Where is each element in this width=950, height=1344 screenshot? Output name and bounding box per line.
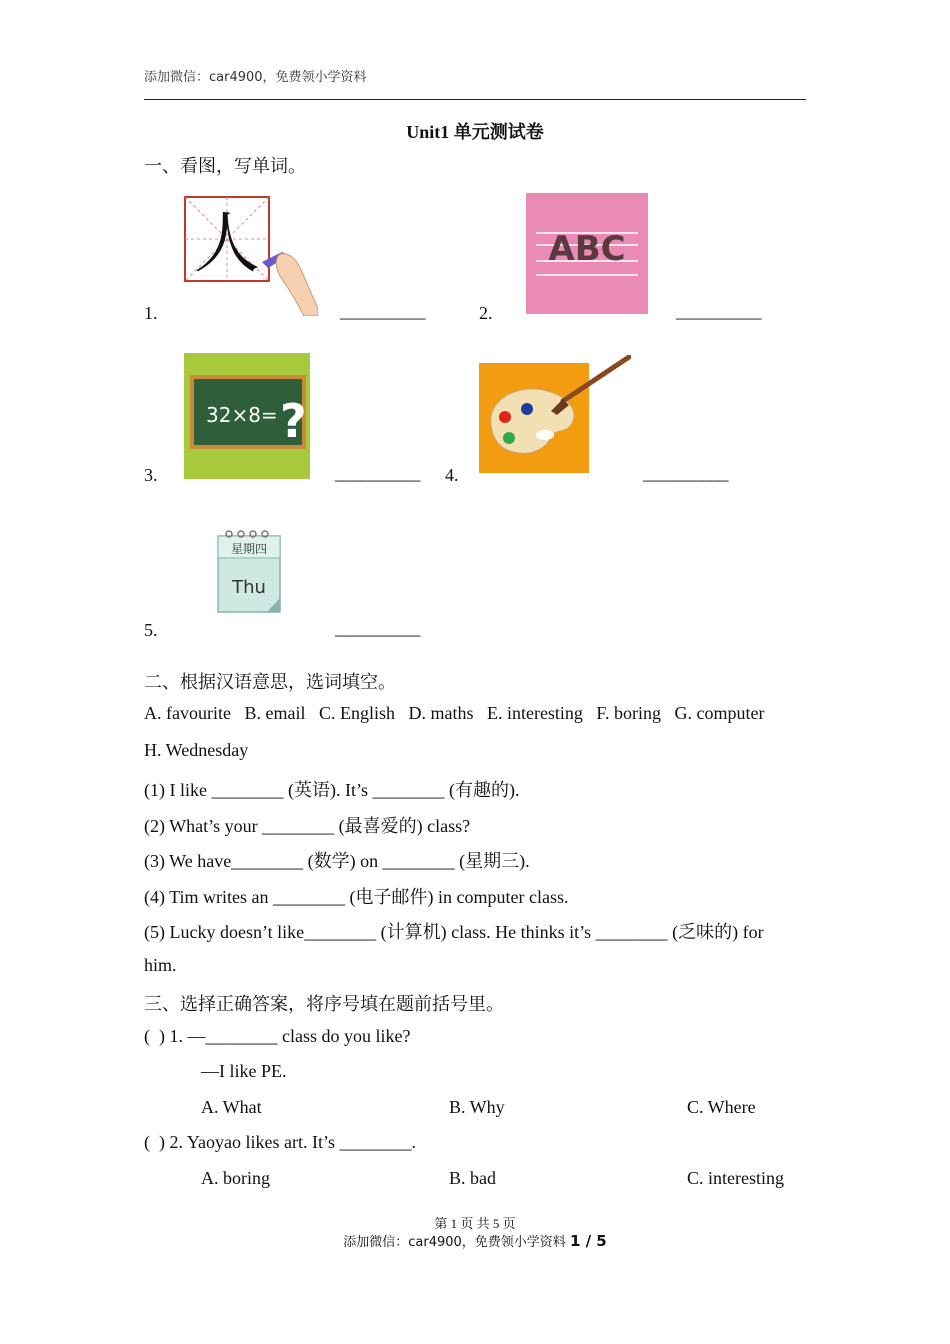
calendar-top-text: 星期四 bbox=[230, 542, 268, 556]
item5-number: 5. bbox=[144, 620, 158, 640]
header-rule bbox=[144, 99, 806, 100]
question-2-5: (5) Lucky doesn’t like________ (计算机) class. He thinks it’s ________ (乏味的) for bbox=[144, 922, 764, 942]
question-2-1: (1) I like ________ (英语). It’s ________ (有趣的). bbox=[144, 780, 520, 800]
item1-number: 1. bbox=[144, 303, 158, 323]
chinese-char: 人 bbox=[194, 205, 260, 282]
question-3-2-option-b: B. bad bbox=[449, 1168, 496, 1188]
item5-blank: __________ bbox=[335, 618, 420, 638]
calendar-day-text: Thu bbox=[232, 577, 266, 598]
footer-page-number: 1 / 5 bbox=[569, 1232, 607, 1250]
section3-heading: 三、选择正确答案，将序号填在题前括号里。 bbox=[144, 994, 504, 1014]
question-3-2-option-c: C. interesting bbox=[687, 1168, 784, 1188]
footer-watermark bbox=[0, 1231, 950, 1250]
question-3-1-reply: —I like PE. bbox=[201, 1061, 287, 1081]
item4-number: 4. bbox=[445, 465, 459, 485]
writing-character-image bbox=[184, 196, 318, 316]
footer-watermark-text: 添加微信：car4900，免费领小学资料 bbox=[343, 1235, 566, 1250]
page-title: Unit1 单元测试卷 bbox=[406, 122, 544, 142]
question-3-1-option-c: C. Where bbox=[687, 1097, 756, 1117]
abc-image bbox=[526, 193, 648, 314]
item3-number: 3. bbox=[144, 465, 158, 485]
word-options-line2: H. Wednesday bbox=[144, 740, 249, 760]
abc-text: ABC bbox=[548, 229, 626, 269]
math-question-mark: ? bbox=[280, 394, 307, 448]
item2-number: 2. bbox=[479, 303, 493, 323]
item3-blank: __________ bbox=[335, 463, 420, 483]
page-counter: 第 1 页 共 5 页 bbox=[434, 1216, 516, 1231]
calendar-image bbox=[217, 530, 281, 614]
math-text: 32×8= bbox=[206, 403, 278, 427]
question-3-1-option-b: B. Why bbox=[449, 1097, 505, 1117]
question-3-1-option-a: A. What bbox=[201, 1097, 262, 1117]
section2-heading: 二、根据汉语意思，选词填空。 bbox=[144, 672, 396, 692]
art-palette-image bbox=[479, 355, 631, 475]
item2-blank: __________ bbox=[676, 301, 761, 321]
word-options-line1: A. favourite B. email C. English D. maths E. interesting F. boring G. computer bbox=[144, 703, 765, 723]
item1-blank: __________ bbox=[340, 301, 425, 321]
question-2-2: (2) What’s your ________ (最喜爱的) class? bbox=[144, 816, 471, 836]
question-2-4: (4) Tim writes an ________ (电子邮件) in computer class. bbox=[144, 887, 569, 907]
math-board-image bbox=[184, 353, 310, 479]
question-3-2-stem: ( ) 2. Yaoyao likes art. It’s ________. bbox=[144, 1132, 416, 1152]
question-2-5-cont: him. bbox=[144, 955, 177, 975]
question-3-2-option-a: A. boring bbox=[201, 1168, 270, 1188]
item4-blank: __________ bbox=[643, 463, 728, 483]
question-3-1-stem: ( ) 1. —________ class do you like? bbox=[144, 1026, 411, 1046]
question-2-3: (3) We have________ (数学) on ________ (星期三). bbox=[144, 851, 530, 871]
header-watermark: 添加微信：car4900，免费领小学资料 bbox=[144, 70, 367, 85]
section1-heading: 一、看图，写单词。 bbox=[144, 156, 306, 176]
